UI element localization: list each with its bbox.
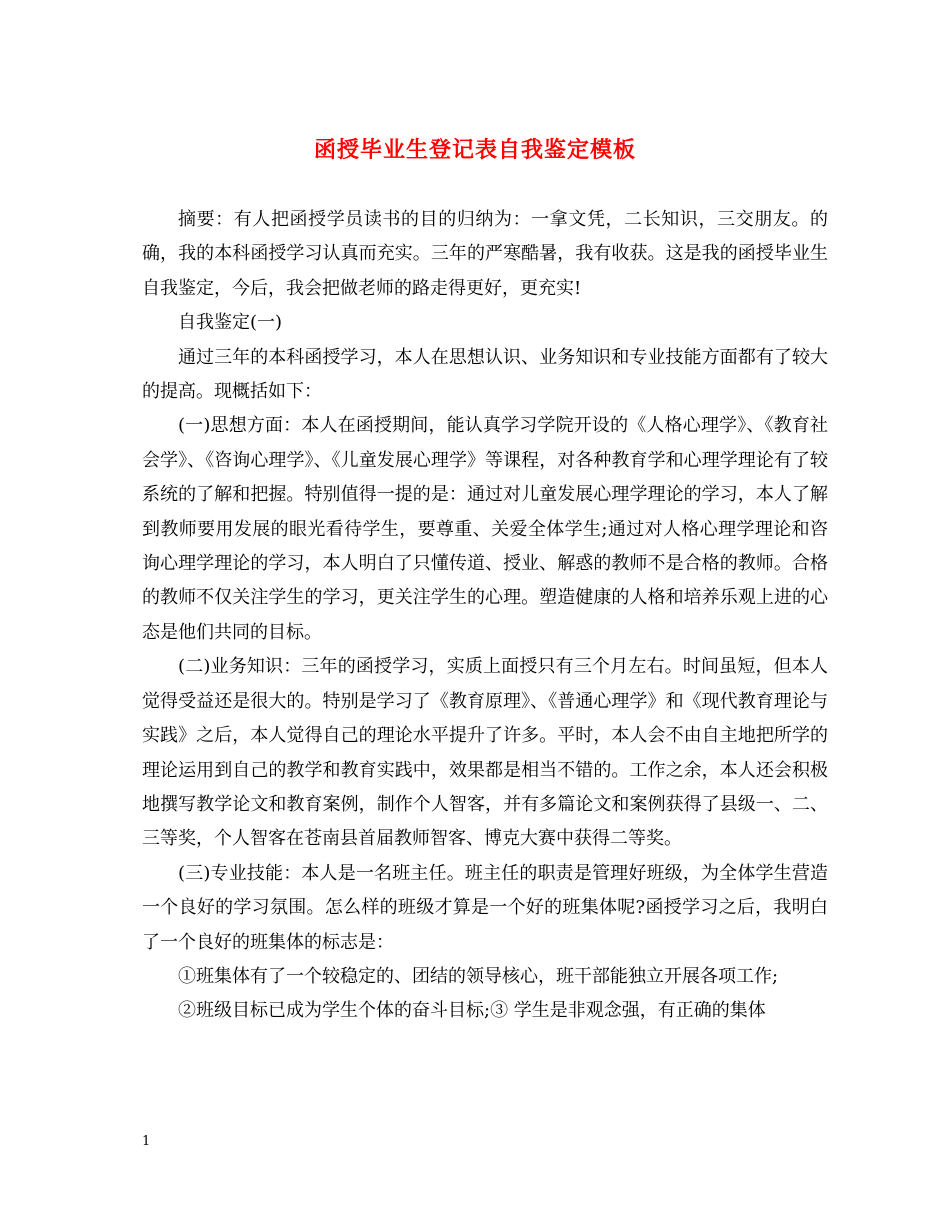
document-title: 函授毕业生登记表自我鉴定模板	[313, 137, 636, 163]
page-number: 1	[142, 1134, 151, 1149]
thought-paragraph: (一)思想方面：本人在函授期间，能认真学习学院开设的《人格心理学》、《教育社会学》、《咨询心理学》、《儿童发展心理学》等课程，对各种教育学和心理学理论有了较系统的了解和把握。特别值得一提的是：通过对儿童发展心理学理论的学习，本人了解到教师要用发展的眼光看待学生，要尊重、关爱全体学生;通过对人格心理学理论和咨询心理学理论的学习，本人明白了只懂传道、授业、解惑的教师不是合格的教师。合格的教师不仅关注学生的学习，更关注学生的心理。塑造健康的人格和培养乐观上进的心态是他们共同的目标。	[142, 415, 828, 643]
intro-paragraph: 通过三年的本科函授学习，本人在思想认识、业务知识和专业技能方面都有了较大的提高。现概括如下：	[142, 346, 828, 403]
section-heading: 自我鉴定(一)	[178, 312, 283, 334]
knowledge-paragraph: (二)业务知识：三年的函授学习，实质上面授只有三个月左右。时间虽短，但本人觉得受益还是很大的。特别是学习了《教育原理》、《普通心理学》和《现代教育理论与实践》之后，本人觉得自己的理论水平提升了许多。平时，本人会不由自主地把所学的理论运用到自己的教学和教育实践中，效果都是相当不错的。工作之余，本人还会积极地撰写教学论文和教育案例，制作个人智客，并有多篇论文和案例获得了县级一、二、三等奖，个人智客在苍南县首届教师智客、博克大赛中获得二等奖。	[142, 656, 828, 850]
abstract-paragraph: 摘要：有人把函授学员读书的目的归纳为：一拿文凭，二长知识，三交朋友。的确，我的本科函授学习认真而充实。三年的严寒酷暑，我有收获。这是我的函授毕业生自我鉴定，今后，我会把做老师的路走得更好，更充实!	[142, 209, 828, 299]
skills-paragraph: (三)专业技能：本人是一名班主任。班主任的职责是管理好班级，为全体学生营造一个良好的学习氛围。怎么样的班级才算是一个好的班集体呢?函授学习之后，我明白了一个良好的班集体的标志是：	[142, 862, 828, 953]
document-body	[142, 203, 828, 1029]
list-item-1: ①班集体有了一个较稳定的、团结的领导核心，班干部能独立开展各项工作;	[178, 965, 779, 987]
list-item-2: ②班级目标已成为学生个体的奋斗目标;③ 学生是非观念强，有正确的集体	[178, 1000, 766, 1022]
